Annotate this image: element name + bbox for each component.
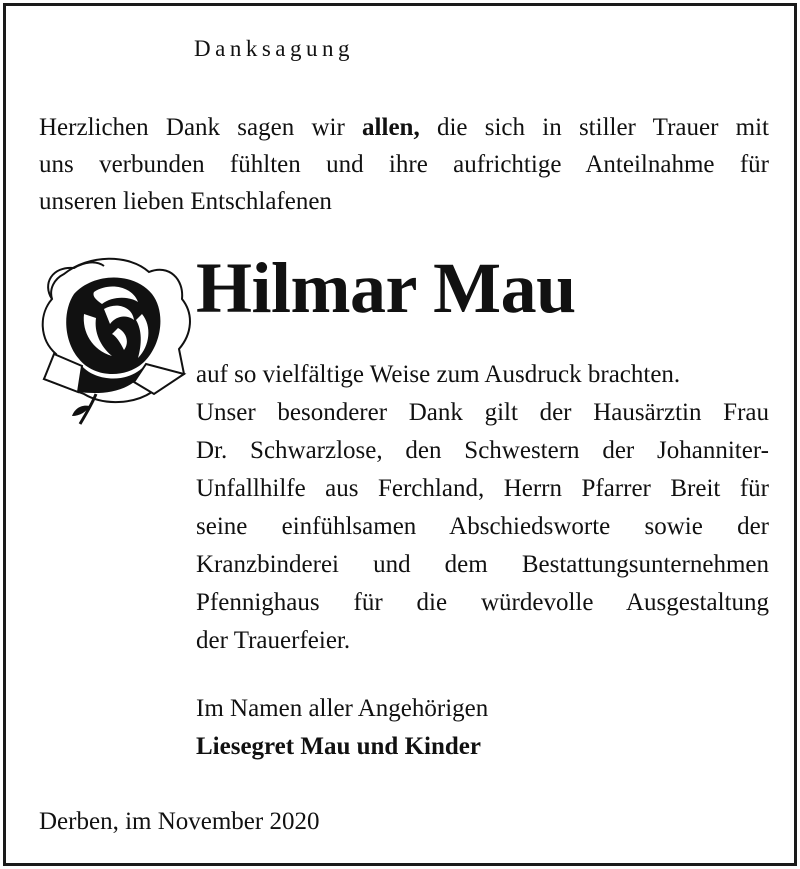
- body-line-4: Unfallhilfe aus Ferchland, Herrn Pfarrer Breit für: [196, 475, 769, 502]
- body-line-3: Dr. Schwarzlose, den Schwestern der Johanniter-: [196, 437, 769, 464]
- intro-line-1: [39, 109, 769, 146]
- body-line-5: seine einfühlsamen Abschiedsworte sowie der: [196, 513, 769, 540]
- intro-line-1-end: die sich in stiller Trauer mit: [436, 114, 769, 141]
- body-line-8: der Trauerfeier.: [196, 627, 351, 654]
- place-date: Derben, im November 2020: [39, 808, 320, 835]
- intro-paragraph: [39, 109, 769, 220]
- body-line-2: Unser besonderer Dank gilt der Hausärztin Frau: [196, 399, 769, 426]
- intro-line-2: uns verbunden fühlten und ihre aufrichtige Anteilnahme für: [39, 151, 769, 178]
- body-line-7: Pfennighaus für die würdevolle Ausgestaltung: [196, 589, 769, 616]
- signature: Liesegret Mau und Kinder: [196, 733, 481, 760]
- body-line-6: Kranzbinderei und dem Bestattungsunternehmen: [196, 551, 769, 578]
- notice-heading: Danksagung: [194, 36, 354, 61]
- intro-line-3: unseren lieben Entschlafenen: [39, 188, 332, 215]
- deceased-name: Hilmar Mau: [196, 248, 576, 328]
- closing-phrase: Im Namen aller Angehörigen: [196, 695, 489, 722]
- intro-line-1-start: Herzlichen Dank sagen wir: [39, 114, 345, 141]
- intro-emphasis: allen,: [362, 114, 420, 141]
- death-notice-card: [3, 3, 797, 866]
- rose-icon: [34, 254, 194, 426]
- body-paragraph: [196, 356, 769, 660]
- body-line-1: auf so vielfältige Weise zum Ausdruck brachten.: [196, 361, 681, 388]
- closing-block: [196, 690, 488, 766]
